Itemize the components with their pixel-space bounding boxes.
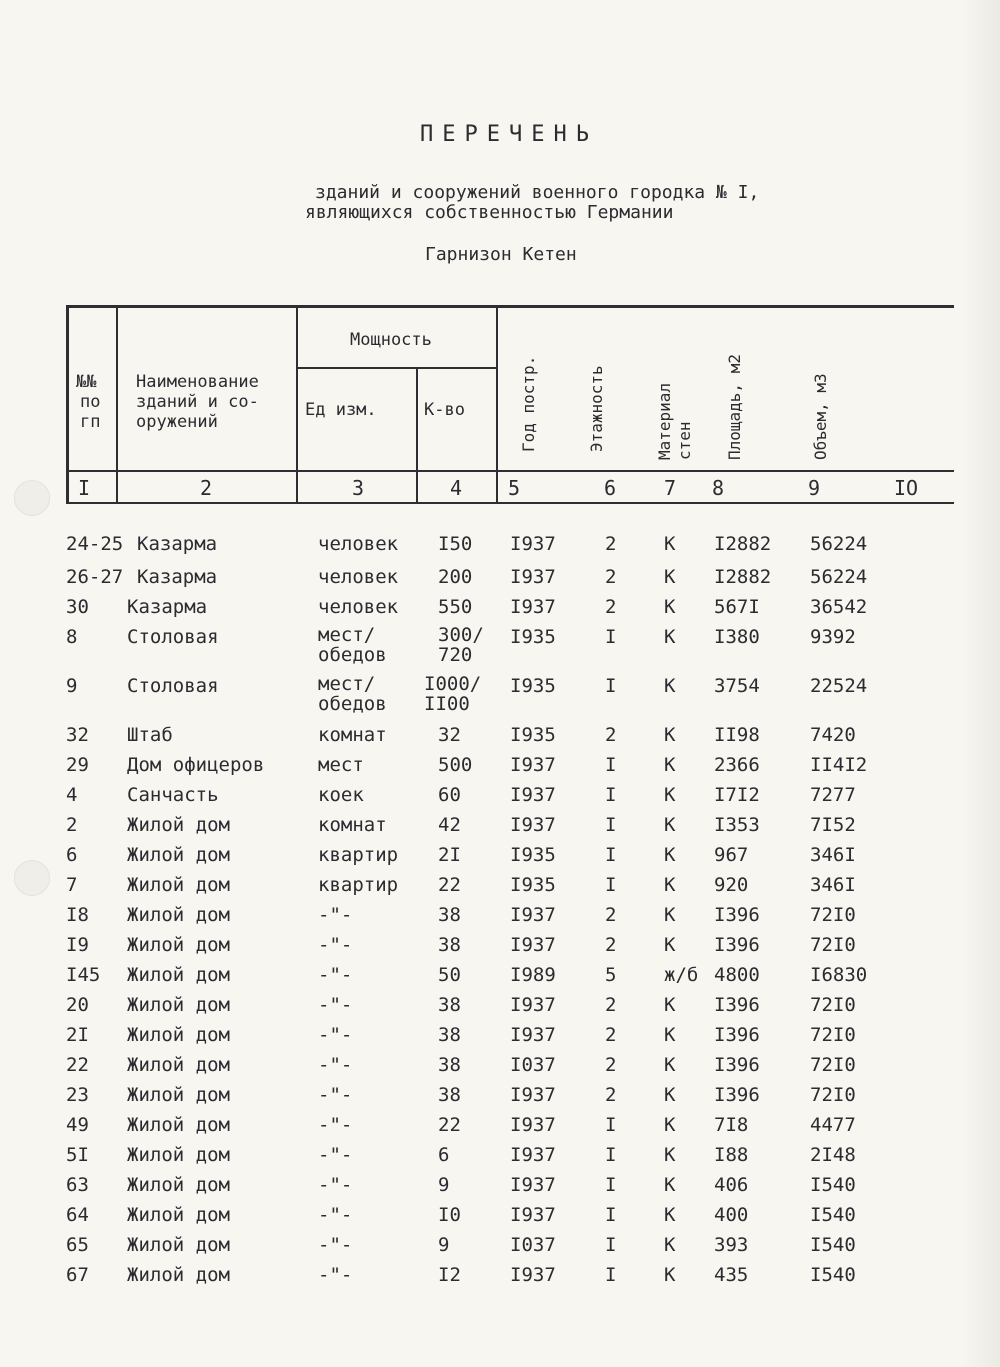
cell-material: ж/б [664,964,699,986]
cell-year: I937 [510,1264,556,1286]
cell-unit: -"- [318,1024,353,1046]
cell-material: К [664,754,676,776]
cell-floors: I [605,754,617,776]
cell-qty: 550 [438,596,473,618]
cell-year: I937 [510,1114,556,1136]
cell-floors: 2 [605,1024,617,1046]
cell-qty: 22 [438,1114,461,1136]
cell-floors: I [605,1114,617,1136]
cell-year: I935 [510,724,556,746]
cell-volume: 346I [810,844,856,866]
cell-name: Жилой дом [127,1024,230,1046]
cell-material: К [664,1264,676,1286]
cell-material: К [664,934,676,956]
cell-unit: -"- [318,1084,353,1106]
header-volume: Объем, м3 [811,373,830,460]
col-divider [496,307,498,503]
cell-num: 49 [66,1114,89,1136]
cell-unit: комнат [318,814,387,836]
header-material-line1: Материал [655,382,674,460]
cell-material: К [664,596,676,618]
cell-material: К [664,724,676,746]
column-number: 7 [664,476,677,500]
cell-area: I2882 [714,533,772,555]
header-name-line3: оружений [136,412,218,432]
cell-volume: 56224 [810,566,868,588]
cell-material: К [664,1174,676,1196]
cell-year: I037 [510,1054,556,1076]
cell-volume: 4477 [810,1114,856,1136]
cell-num: 2 [66,814,78,836]
cell-unit-line2: обедов [318,644,387,666]
cell-qty: 38 [438,904,461,926]
cell-num: 22 [66,1054,89,1076]
col-divider [66,307,69,503]
cell-material: К [664,904,676,926]
header-num-line1: №№ [76,372,97,392]
cell-volume: I6830 [810,964,868,986]
cell-unit: -"- [318,1204,353,1226]
header-top-rule [66,305,954,308]
cell-unit: -"- [318,1264,353,1286]
cell-name: Жилой дом [127,1174,230,1196]
header-material-line2: стен [675,421,694,460]
cell-unit: -"- [318,1144,353,1166]
cell-num: 67 [66,1264,89,1286]
cell-area: I396 [714,934,760,956]
cell-area: 7I8 [714,1114,749,1136]
header-name-line2: зданий и со- [136,392,259,412]
column-number: 5 [508,476,521,500]
cell-year: I937 [510,784,556,806]
cell-name: Жилой дом [127,904,230,926]
cell-volume: 72I0 [810,904,856,926]
cell-floors: 2 [605,566,617,588]
cell-num: 24-25 [66,533,124,555]
cell-year: I937 [510,1204,556,1226]
table-row [0,1234,1000,1264]
cell-name: Столовая [127,626,219,648]
header-floors: Этажность [587,365,606,452]
cell-area: I2882 [714,566,772,588]
cell-area: 2366 [714,754,760,776]
cell-num: 4 [66,784,78,806]
cell-num: 64 [66,1204,89,1226]
cell-volume: I540 [810,1264,856,1286]
table-row [0,844,1000,874]
header-mid-rule [66,470,954,472]
cell-name: Жилой дом [127,1144,230,1166]
cell-year: I937 [510,814,556,836]
cell-material: К [664,994,676,1016]
cell-floors: 2 [605,934,617,956]
cell-qty: 42 [438,814,461,836]
cell-year: I935 [510,874,556,896]
table-row [0,596,1000,626]
cell-qty: 32 [438,724,461,746]
cell-year: I937 [510,1024,556,1046]
table-row [0,1204,1000,1234]
cell-year: I937 [510,934,556,956]
cell-unit: -"- [318,1054,353,1076]
cell-volume: 7420 [810,724,856,746]
cell-area: I396 [714,1084,760,1106]
cell-floors: I [605,874,617,896]
header-qty: К-во [424,400,465,420]
cell-area: I7I2 [714,784,760,806]
cell-floors: I [605,814,617,836]
table-row [0,1114,1000,1144]
cell-floors: I [605,844,617,866]
cell-num: 65 [66,1234,89,1256]
table-row [0,1174,1000,1204]
cell-material: К [664,1114,676,1136]
cell-floors: I [605,1264,617,1286]
cell-qty: 300/ [438,624,484,646]
cell-area: I396 [714,1054,760,1076]
cell-name: Казарма [137,533,218,555]
cell-unit: коек [318,784,364,806]
cell-unit: -"- [318,934,353,956]
cell-unit: человек [318,566,399,588]
cell-floors: 2 [605,1084,617,1106]
cell-volume: 72I0 [810,934,856,956]
cell-unit: квартир [318,874,399,896]
cell-unit: комнат [318,724,387,746]
column-number: 2 [200,476,213,500]
cell-qty: I2 [438,1264,461,1286]
table-row [0,724,1000,754]
cell-qty: 38 [438,934,461,956]
cell-year: I935 [510,675,556,697]
cell-unit: мест/ [318,624,376,646]
cell-qty: 38 [438,1084,461,1106]
cell-year: I937 [510,754,556,776]
cell-volume: 346I [810,874,856,896]
table-row [0,904,1000,934]
table-row [0,934,1000,964]
cell-area: 3754 [714,675,760,697]
cell-volume: 9392 [810,626,856,648]
cell-area: 920 [714,874,749,896]
cell-year: I937 [510,1144,556,1166]
cell-unit: -"- [318,964,353,986]
cell-name: Штаб [127,724,173,746]
header-num-line2: по [80,392,101,412]
cell-unit: человек [318,596,399,618]
cell-material: К [664,533,676,555]
cell-floors: I [605,1174,617,1196]
cell-num: 8 [66,626,78,648]
cell-year: I935 [510,844,556,866]
subtitle-line-2: являющихся собственностью Германии [305,202,674,223]
table-row [0,1084,1000,1114]
cell-floors: 2 [605,533,617,555]
cell-material: К [664,1084,676,1106]
cell-area: I396 [714,904,760,926]
header-capacity: Мощность [350,330,432,350]
cell-material: К [664,844,676,866]
cell-volume: 36542 [810,596,868,618]
cell-num: I8 [66,904,89,926]
cell-name: Жилой дом [127,874,230,896]
column-number: 3 [352,476,365,500]
cell-year: I037 [510,1234,556,1256]
table-row [0,675,1000,719]
cell-name: Жилой дом [127,1054,230,1076]
cell-qty: 6 [438,1144,450,1166]
cell-qty: 50 [438,964,461,986]
cell-num: 29 [66,754,89,776]
cell-name: Санчасть [127,784,219,806]
cell-floors: 2 [605,596,617,618]
cell-name: Жилой дом [127,1084,230,1106]
cell-qty: 38 [438,994,461,1016]
cell-floors: I [605,1204,617,1226]
cell-volume: 7I52 [810,814,856,836]
cell-unit: -"- [318,994,353,1016]
column-number: 4 [450,476,463,500]
cell-volume: 7277 [810,784,856,806]
cell-year: I937 [510,994,556,1016]
cell-volume: 72I0 [810,1024,856,1046]
cell-qty: 500 [438,754,473,776]
cell-num: 23 [66,1084,89,1106]
col-divider [416,368,418,503]
cell-area: I353 [714,814,760,836]
garrison-name: Гарнизон Кетен [425,244,577,265]
cell-year: I937 [510,1084,556,1106]
table-row [0,874,1000,904]
cell-name: Жилой дом [127,994,230,1016]
cell-material: К [664,814,676,836]
cell-name: Жилой дом [127,1114,230,1136]
cell-num: I45 [66,964,101,986]
col-divider [296,307,298,503]
cell-floors: 2 [605,904,617,926]
cell-volume: II4I2 [810,754,868,776]
cell-name: Казарма [137,566,218,588]
cell-floors: 2 [605,724,617,746]
cell-qty: 200 [438,566,473,588]
cell-unit: -"- [318,904,353,926]
cell-unit-line2: обедов [318,693,387,715]
header-unit: Ед изм. [305,400,377,420]
header-name-line1: Наименование [136,372,259,392]
cell-area: 567I [714,596,760,618]
table-row [0,626,1000,670]
cell-year: I937 [510,596,556,618]
cell-name: Дом офицеров [127,754,265,776]
table-row [0,566,1000,596]
cell-area: 4800 [714,964,760,986]
cell-material: К [664,626,676,648]
cell-qty: I50 [438,533,473,555]
cell-floors: I [605,626,617,648]
table-row [0,1264,1000,1294]
cell-volume: 2I48 [810,1144,856,1166]
cell-area: I396 [714,994,760,1016]
table-row [0,964,1000,994]
cell-volume: 72I0 [810,1084,856,1106]
cell-year: I989 [510,964,556,986]
cell-year: I935 [510,626,556,648]
cell-num: 20 [66,994,89,1016]
punch-hole [14,480,50,516]
cell-area: 406 [714,1174,749,1196]
column-number: I [78,476,91,500]
cell-floors: I [605,675,617,697]
cell-qty: 9 [438,1174,450,1196]
cell-area: I396 [714,1024,760,1046]
cell-material: К [664,1024,676,1046]
column-number: 9 [808,476,821,500]
document-title: ПЕРЕЧЕНЬ [420,122,598,147]
cell-name: Жилой дом [127,814,230,836]
cell-qty-line2: II00 [424,693,470,715]
cell-qty: 38 [438,1024,461,1046]
column-number: 8 [712,476,725,500]
cell-unit: мест [318,754,364,776]
cell-material: К [664,874,676,896]
cell-num: 9 [66,675,78,697]
header-bottom-rule [66,502,954,504]
cell-volume: I540 [810,1234,856,1256]
table-row [0,1144,1000,1174]
cell-material: К [664,1054,676,1076]
capacity-split-rule [297,367,497,369]
table-row [0,1024,1000,1054]
table-row [0,784,1000,814]
cell-qty: 22 [438,874,461,896]
cell-unit: -"- [318,1234,353,1256]
header-num-line3: гп [80,412,101,432]
cell-unit: -"- [318,1114,353,1136]
cell-floors: I [605,1234,617,1256]
cell-year: I937 [510,904,556,926]
header-year: Год постр. [519,355,538,452]
cell-year: I937 [510,1174,556,1196]
cell-num: 32 [66,724,89,746]
cell-name: Столовая [127,675,219,697]
cell-material: К [664,784,676,806]
table-row [0,533,1000,563]
cell-num: 26-27 [66,566,124,588]
cell-name: Казарма [127,596,208,618]
cell-name: Жилой дом [127,1204,230,1226]
cell-floors: I [605,784,617,806]
subtitle-line-1: зданий и сооружений военного городка № I, [315,182,760,203]
cell-volume: 72I0 [810,994,856,1016]
cell-area: II98 [714,724,760,746]
cell-qty: 2I [438,844,461,866]
cell-year: I937 [510,533,556,555]
cell-unit: квартир [318,844,399,866]
col-divider [116,307,118,503]
cell-volume: 72I0 [810,1054,856,1076]
cell-floors: 5 [605,964,617,986]
column-number: IO [894,476,919,500]
cell-area: 967 [714,844,749,866]
cell-material: К [664,1144,676,1166]
cell-area: I380 [714,626,760,648]
cell-name: Жилой дом [127,934,230,956]
cell-name: Жилой дом [127,964,230,986]
cell-num: 7 [66,874,78,896]
header-area: Площадь, м2 [725,354,744,460]
cell-area: 435 [714,1264,749,1286]
cell-material: К [664,1234,676,1256]
cell-floors: 2 [605,1054,617,1076]
cell-volume: 56224 [810,533,868,555]
cell-material: К [664,566,676,588]
cell-num: I9 [66,934,89,956]
cell-num: 2I [66,1024,89,1046]
cell-qty: 60 [438,784,461,806]
cell-year: I937 [510,566,556,588]
cell-name: Жилой дом [127,1234,230,1256]
cell-num: 30 [66,596,89,618]
cell-unit: -"- [318,1174,353,1196]
cell-area: 400 [714,1204,749,1226]
cell-volume: 22524 [810,675,868,697]
cell-qty: I0 [438,1204,461,1226]
cell-floors: 2 [605,994,617,1016]
cell-qty-line2: 720 [438,644,473,666]
cell-unit: человек [318,533,399,555]
cell-material: К [664,1204,676,1226]
cell-name: Жилой дом [127,844,230,866]
column-number: 6 [604,476,617,500]
cell-material: К [664,675,676,697]
cell-unit: мест/ [318,673,376,695]
cell-area: 393 [714,1234,749,1256]
table-row [0,994,1000,1024]
table-row [0,814,1000,844]
table-row [0,1054,1000,1084]
cell-qty: I000/ [424,673,482,695]
cell-name: Жилой дом [127,1264,230,1286]
cell-num: 63 [66,1174,89,1196]
table-row [0,754,1000,784]
cell-volume: I540 [810,1204,856,1226]
cell-num: 6 [66,844,78,866]
cell-volume: I540 [810,1174,856,1196]
cell-floors: I [605,1144,617,1166]
cell-qty: 38 [438,1054,461,1076]
cell-num: 5I [66,1144,89,1166]
cell-area: I88 [714,1144,749,1166]
cell-qty: 9 [438,1234,450,1256]
